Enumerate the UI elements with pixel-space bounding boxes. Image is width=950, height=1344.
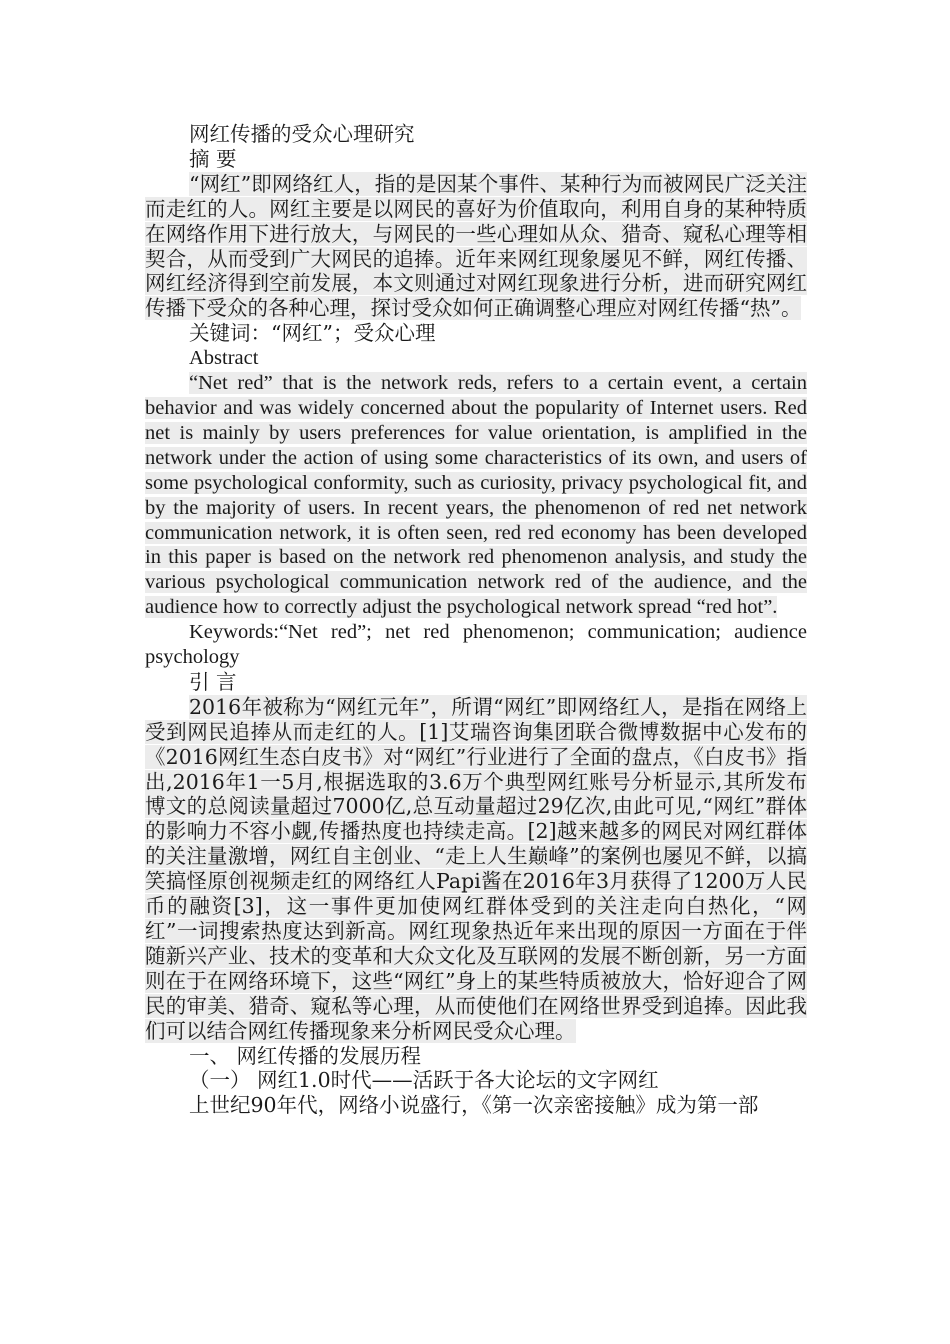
section-heading-1: 一、 网红传播的发展历程 (189, 1043, 422, 1068)
abstract-cn-text: “网红”即网络红人，指的是因某个事件、某种行为而被网民广泛关注而走红的人。网红主要是以网民的喜好为价值取向，利用自身的某种特质在网络作用下进行放大，与网民的一些心理如从众、猎奇、窥私心理等相契合，从而受到广大网民的追捧。近年来网红现象屡见不鲜，网红传播、网红经济得到空前发展，本文则通过对网红现象进行分析，进而研究网红传播下受众的各种心理，探讨受众如何正确调整心理应对网红传播“热”。 (145, 171, 807, 321)
subsection-heading-1: （一） 网红1.0时代——活跃于各大论坛的文字网红 (189, 1068, 659, 1093)
abstract-en-heading: Abstract (189, 347, 259, 370)
abstract-en-paragraph (145, 371, 807, 620)
keywords-cn: 关键词：“网红”；受众心理 (189, 321, 436, 346)
intro-paragraph (145, 695, 807, 1044)
intro-text: 2016年被称为“网红元年”，所谓“网红”即网络红人，是指在网络上受到网民追捧从而走红的人。[1]艾瑞咨询集团联合微博数据中心发布的《2016网红生态白皮书》对“网红”行业进行了全面的盘点，《白皮书》指出,2016年1一5月,根据选取的3.6万个典型网红账号分析显示,其所发布博文的总阅读量超过7000亿,总互动量超过29亿次,由此可见,“网红”群体的影响力不容小觑,传播热度也持续走高。[2]越来越多的网民对网红群体的关注量激增，网红自主创业、“走上人生巅峰”的案例也屡见不鲜，以搞笑搞怪原创视频走红的网络红人Papi酱在2016年3月获得了1200万人民币的融资[3]，这一事件更加使网红群体受到的关注走向白热化，“网红”一词搜索热度达到新高。网红现象热近年来出现的原因一方面在于伴随新兴产业、技术的变革和大众文化及互联网的发展不断创新，另一方面则在于在网络环境下，这些“网红”身上的某些特质被放大，恰好迎合了网民的审美、猎奇、窥私等心理，从而使他们在网络世界受到追捧。因此我们可以结合网红传播现象来分析网民受众心理。 (145, 694, 807, 1043)
keywords-en: Keywords:“Net red”; net red phenomenon; communication; audience psychology (145, 621, 807, 669)
subsection-body-1: 上世纪90年代，网络小说盛行，《第一次亲密接触》成为第一部 (189, 1093, 759, 1118)
abstract-cn-paragraph (145, 172, 807, 321)
intro-heading: 引 言 (189, 669, 237, 694)
document-body (145, 122, 807, 1118)
document-title: 网红传播的受众心理研究 (189, 122, 415, 146)
abstract-heading: 摘 要 (189, 146, 237, 171)
abstract-en-text: “Net red” that is the network reds, refers to a certain event, a certain behavior and was widely concerned about the popularity of Internet users. Red net is mainly by users preferences for value orientation, is amplified in the network under the action of using some characteristics of its own, and users of some psychological conformity, such as curiosity, privacy psychological fit, and by the majority of users. In recent years, the phenomenon of red net network communication network, it is often seen, red red economy has been developed in this paper is based on the network red phenomenon analysis, and study the various psychological communication network red of the audience, and the audience how to correctly adjust the psychological network spread “red hot”. (145, 372, 807, 619)
